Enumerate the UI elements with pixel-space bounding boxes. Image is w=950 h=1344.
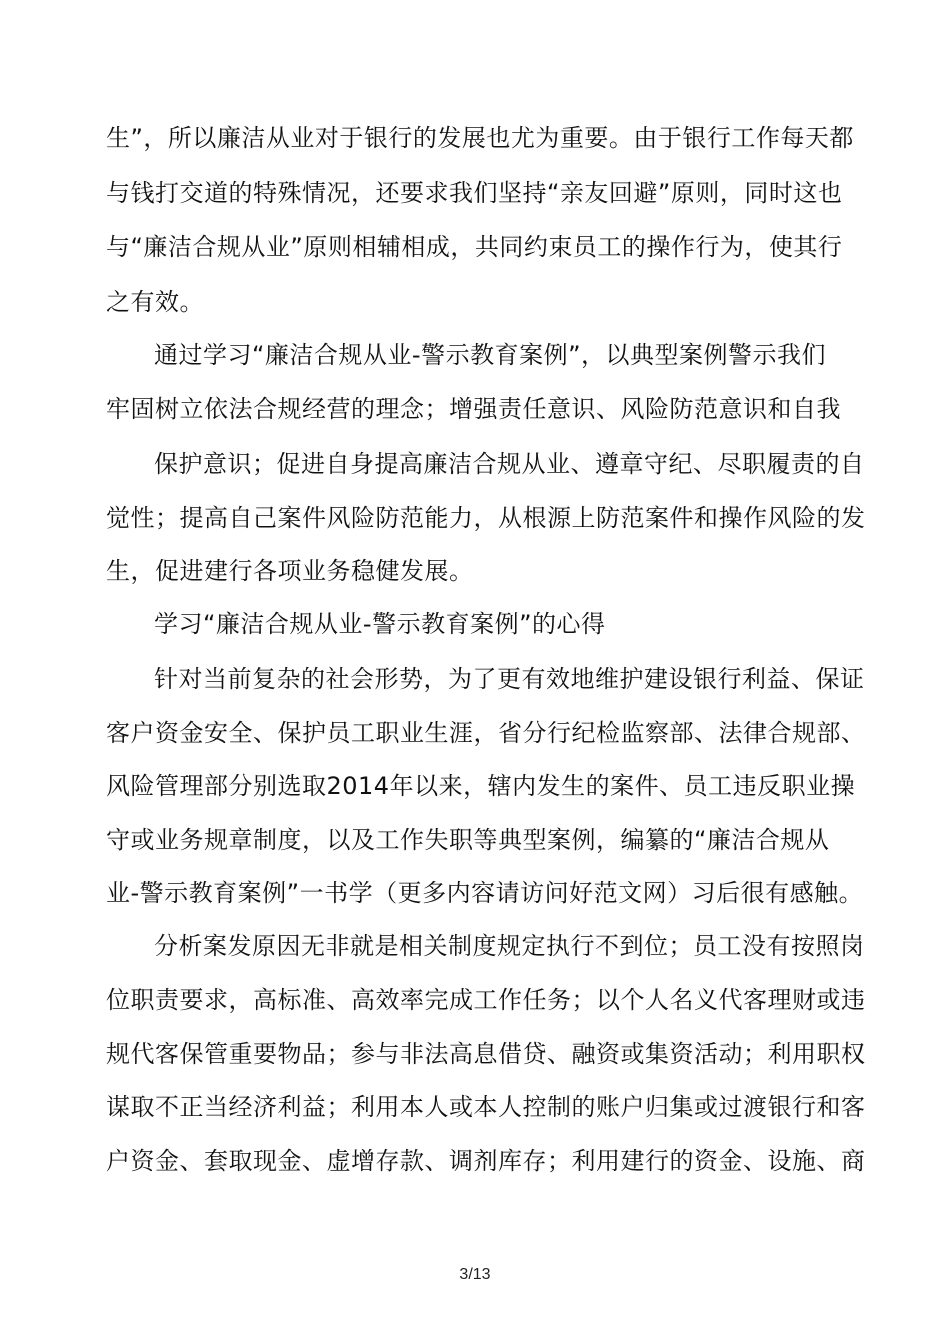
text-line: 风险管理部分别选取2014年以来，辖内发生的案件、员工违反职业操 xyxy=(106,772,856,800)
text-line: 针对当前复杂的社会形势，为了更有效地维护建设银行利益、保证 xyxy=(154,665,865,693)
text-line: 户资金、套取现金、虚增存款、调剂库存；利用建行的资金、设施、商 xyxy=(106,1147,866,1175)
text-line: 规代客保管重要物品；参与非法高息借贷、融资或集资活动；利用职权 xyxy=(106,1040,866,1068)
text-line: 与“廉洁合规从业”原则相辅相成，共同约束员工的操作行为，使其行 xyxy=(106,233,843,261)
text-line: 业-警示教育案例”一书学（更多内容请访问好范文网）习后很有感触。 xyxy=(106,879,864,907)
text-line: 客户资金安全、保护员工职业生涯，省分行纪检监察部、法律合规部、 xyxy=(106,719,866,747)
section-heading: 学习“廉洁合规从业-警示教育案例”的心得 xyxy=(154,610,606,638)
text-line: 位职责要求，高标准、高效率完成工作任务；以个人名义代客理财或违 xyxy=(106,986,866,1014)
text-line: 与钱打交道的特殊情况，还要求我们坚持“亲友回避”原则，同时这也 xyxy=(106,179,843,207)
text-line: 觉性；提高自己案件风险防范能力，从根源上防范案件和操作风险的发 xyxy=(106,504,866,532)
text-line: 生，促进建行各项业务稳健发展。 xyxy=(106,557,474,585)
text-line: 分析案发原因无非就是相关制度规定执行不到位；员工没有按照岗 xyxy=(154,932,865,960)
text-line: 牢固树立依法合规经营的理念；增强责任意识、风险防范意识和自我 xyxy=(106,395,841,423)
page-number: 3/13 xyxy=(459,1266,491,1283)
text-line: 之有效。 xyxy=(106,288,204,316)
text-line: 守或业务规章制度，以及工作失职等典型案例，编纂的“廉洁合规从 xyxy=(106,826,830,854)
text-line: 谋取不正当经济利益；利用本人或本人控制的账户归集或过渡银行和客 xyxy=(106,1093,866,1121)
text-line: 生”，所以廉洁从业对于银行的发展也尤为重要。由于银行工作每天都 xyxy=(106,124,854,152)
text-line: 通过学习“廉洁合规从业-警示教育案例”，以典型案例警示我们 xyxy=(154,341,827,369)
text-line: 保护意识；促进自身提高廉洁合规从业、遵章守纪、尽职履责的自 xyxy=(154,450,865,478)
